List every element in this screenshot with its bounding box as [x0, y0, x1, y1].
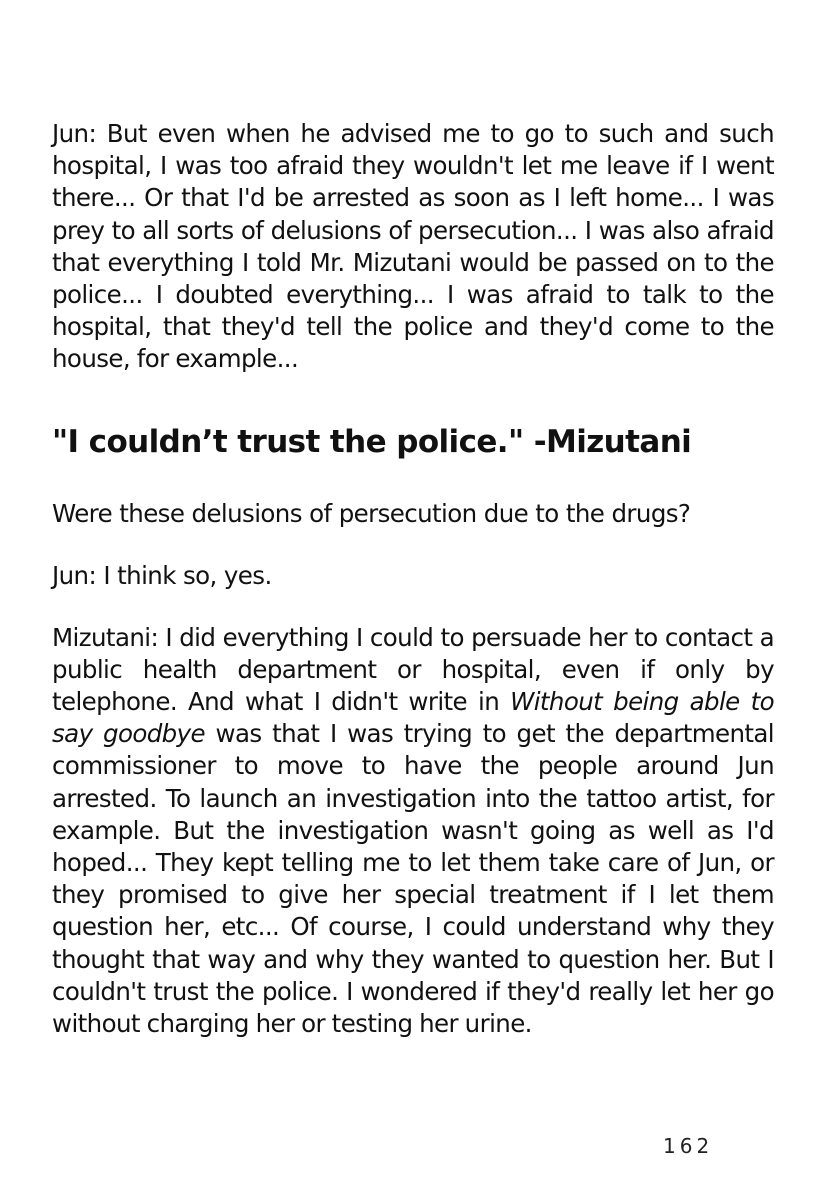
paragraph-jun-answer: Jun: But even when he advised me to go to such and such hospital, I was too afraid they wouldn't let me leave if I went there... Or that I'd be arrested as soon as I left home... I was prey to all sorts of delusions of persecution... I was also afraid that everything I told Mr. Mizutani would be passed on to the police... I doubted everything... I was afraid to talk to the hospital, that they'd tell the police and they'd come to the house, for example...	[52, 119, 774, 374]
book-title: Without being able to say goodbye	[52, 687, 774, 749]
mizutani-text-start: Mizutani: I did everything I could to persuade her to contact a public health department or hospital, even if only by telephone. And what I didn't write in	[52, 622, 774, 717]
interview-question: Were these delusions of persecution due to the drugs?	[52, 498, 691, 528]
mizutani-text-end: was that I was trying to get the departmental commissioner to move to have the people around Jun arrested. To launch an investigation into the tattoo artist, for example. But the investigation wasn't going as well as I'd hoped... They kept telling me to let them take care of Jun, or they promised to give her special treatment if I let them question her, etc... Of course, I could understand why they thought that way and why they wanted to question her. But I couldn't trust the police. I wondered if they'd really let her go without charging her or testing her urine.	[52, 719, 775, 1039]
page-number: 162	[663, 1134, 714, 1158]
paragraph-mizutani-answer	[52, 622, 774, 1041]
page-body	[52, 118, 774, 1040]
jun-short-answer: Jun: I think so, yes.	[52, 560, 272, 590]
section-heading: "I couldn’t trust the police." -Mizutani	[52, 423, 692, 460]
